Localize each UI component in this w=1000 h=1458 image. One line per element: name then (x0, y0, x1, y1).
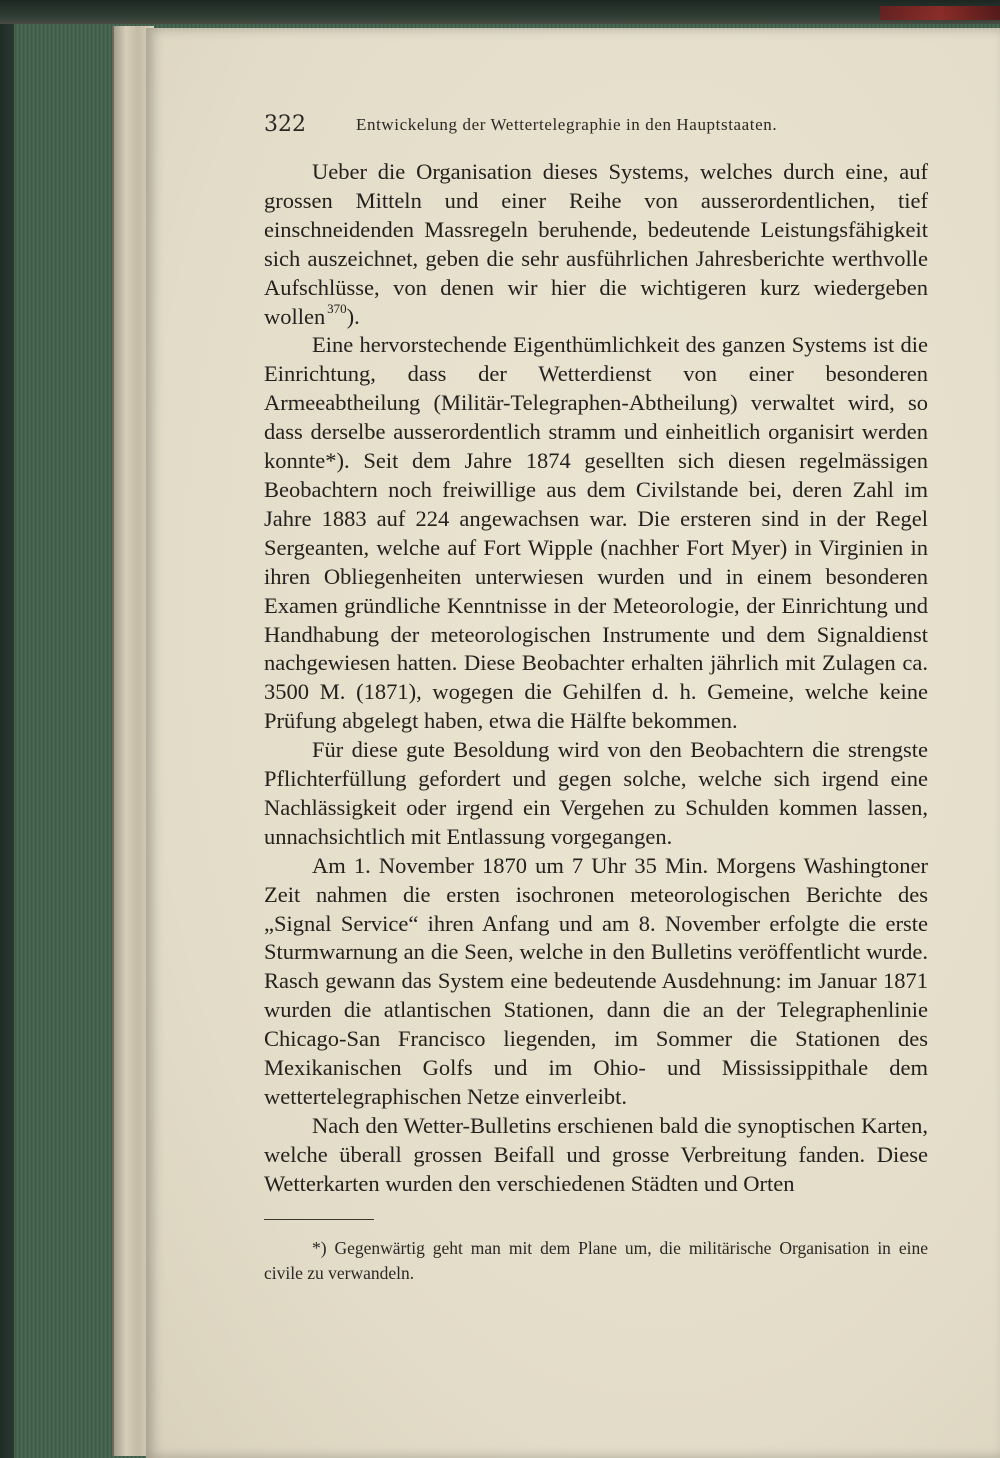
top-binding-strip (0, 0, 1000, 24)
paragraph: Nach den Wetter-Bulletins erschienen bald die synoptischen Karten, welche überall grossen Beifall und grosse Verbreitung fanden. Diese Wetterkarten wurden den verschiedenen Städten und Orten (264, 1112, 928, 1196)
footnote: *) Gegenwärtig geht man mit dem Plane um, die militärische Organisation in eine civile zu verwandeln. (264, 1238, 928, 1283)
reference-number: 370 (327, 301, 347, 317)
paragraph: Am 1. November 1870 um 7 Uhr 35 Min. Morgens Washingtoner Zeit nahmen die ersten isochronen meteorologischen Berichte des „Signal Service“ ihren Anfang und am 8. November erfolgte die erste Sturmwarnung an die Seen, welche in den Bulletins veröffentlicht wurde. Rasch gewann das System eine bedeutende Ausdehnung: im Januar 1871 wurden die atlantischen Stationen, dann die an der Telegraphenlinie Chicago-San Francisco liegenden, im Sommer die Stationen des Mexikanischen Golfs und im Ohio- und Mississippithale dem wettertelegraphischen Netze einverleibt. (264, 852, 928, 1109)
paragraph: Für diese gute Besoldung wird von den Beobachtern die strengste Pflichterfüllung gefordert und gegen solche, welche sich irgend eine Nachlässigkeit oder irgend ein Vergehen zu Schulden kommen lassen, unnachsichtlich mit Entlassung vorgegangen. (264, 737, 928, 849)
page-header (264, 112, 928, 144)
page-number: 322 (264, 112, 306, 137)
running-title: Entwickelung der Wettertelegraphie in den Hauptstaaten. (356, 115, 778, 134)
paragraph: Eine hervorstechende Eigenthümlichkeit des ganzen Systems ist die Einrichtung, dass der Wetterdienst von einer besonderen Armeeabtheilung (Militär-Telegraphen-Abtheilung) verwaltet wird, so dass derselbe ausserordentlich stramm und einheitlich organisirt werden konnte*). Seit dem Jahre 1874 gesellten sich diesen regelmässigen Beobachtern noch freiwillige aus dem Civilstande bei, deren Zahl im Jahre 1883 auf 224 angewachsen war. Die ersteren sind in der Regel Sergeanten, welche auf Fort Wipple (nachher Fort Myer) in Virginien in ihren Obliegenheiten unterwiesen wurden und in einem besonderen Examen gründliche Kenntnisse in der Meteorologie, der Einrichtung und Handhabung der meteorologischen Instrumente und dem Signaldienst nachgewiesen hatten. Diese Beobachter erhalten jährlich mit Zulagen ca. 3500 M. (1871), wogegen die Gehilfen d. h. Gemeine, welche keine Prüfung abgelegt haben, etwa die Hälfte bekommen. (264, 332, 928, 734)
footnote-rule (264, 1219, 374, 1220)
paragraph: Ueber die Organisation dieses Systems, welches durch eine, auf grossen Mitteln und einer Reihe von ausserordentlichen, tief einschneidenden Massregeln beruhende, bedeutende Leistungsfähigkeit sich auszeichnet, geben die sehr ausführlichen Jahresberichte werthvolle Aufschlüsse, von denen wir hier die wichtigeren kurz wiedergeben wollen $^{370}$). (264, 159, 928, 329)
bookmark-ribbon (880, 6, 1000, 20)
body-text (264, 158, 928, 1199)
